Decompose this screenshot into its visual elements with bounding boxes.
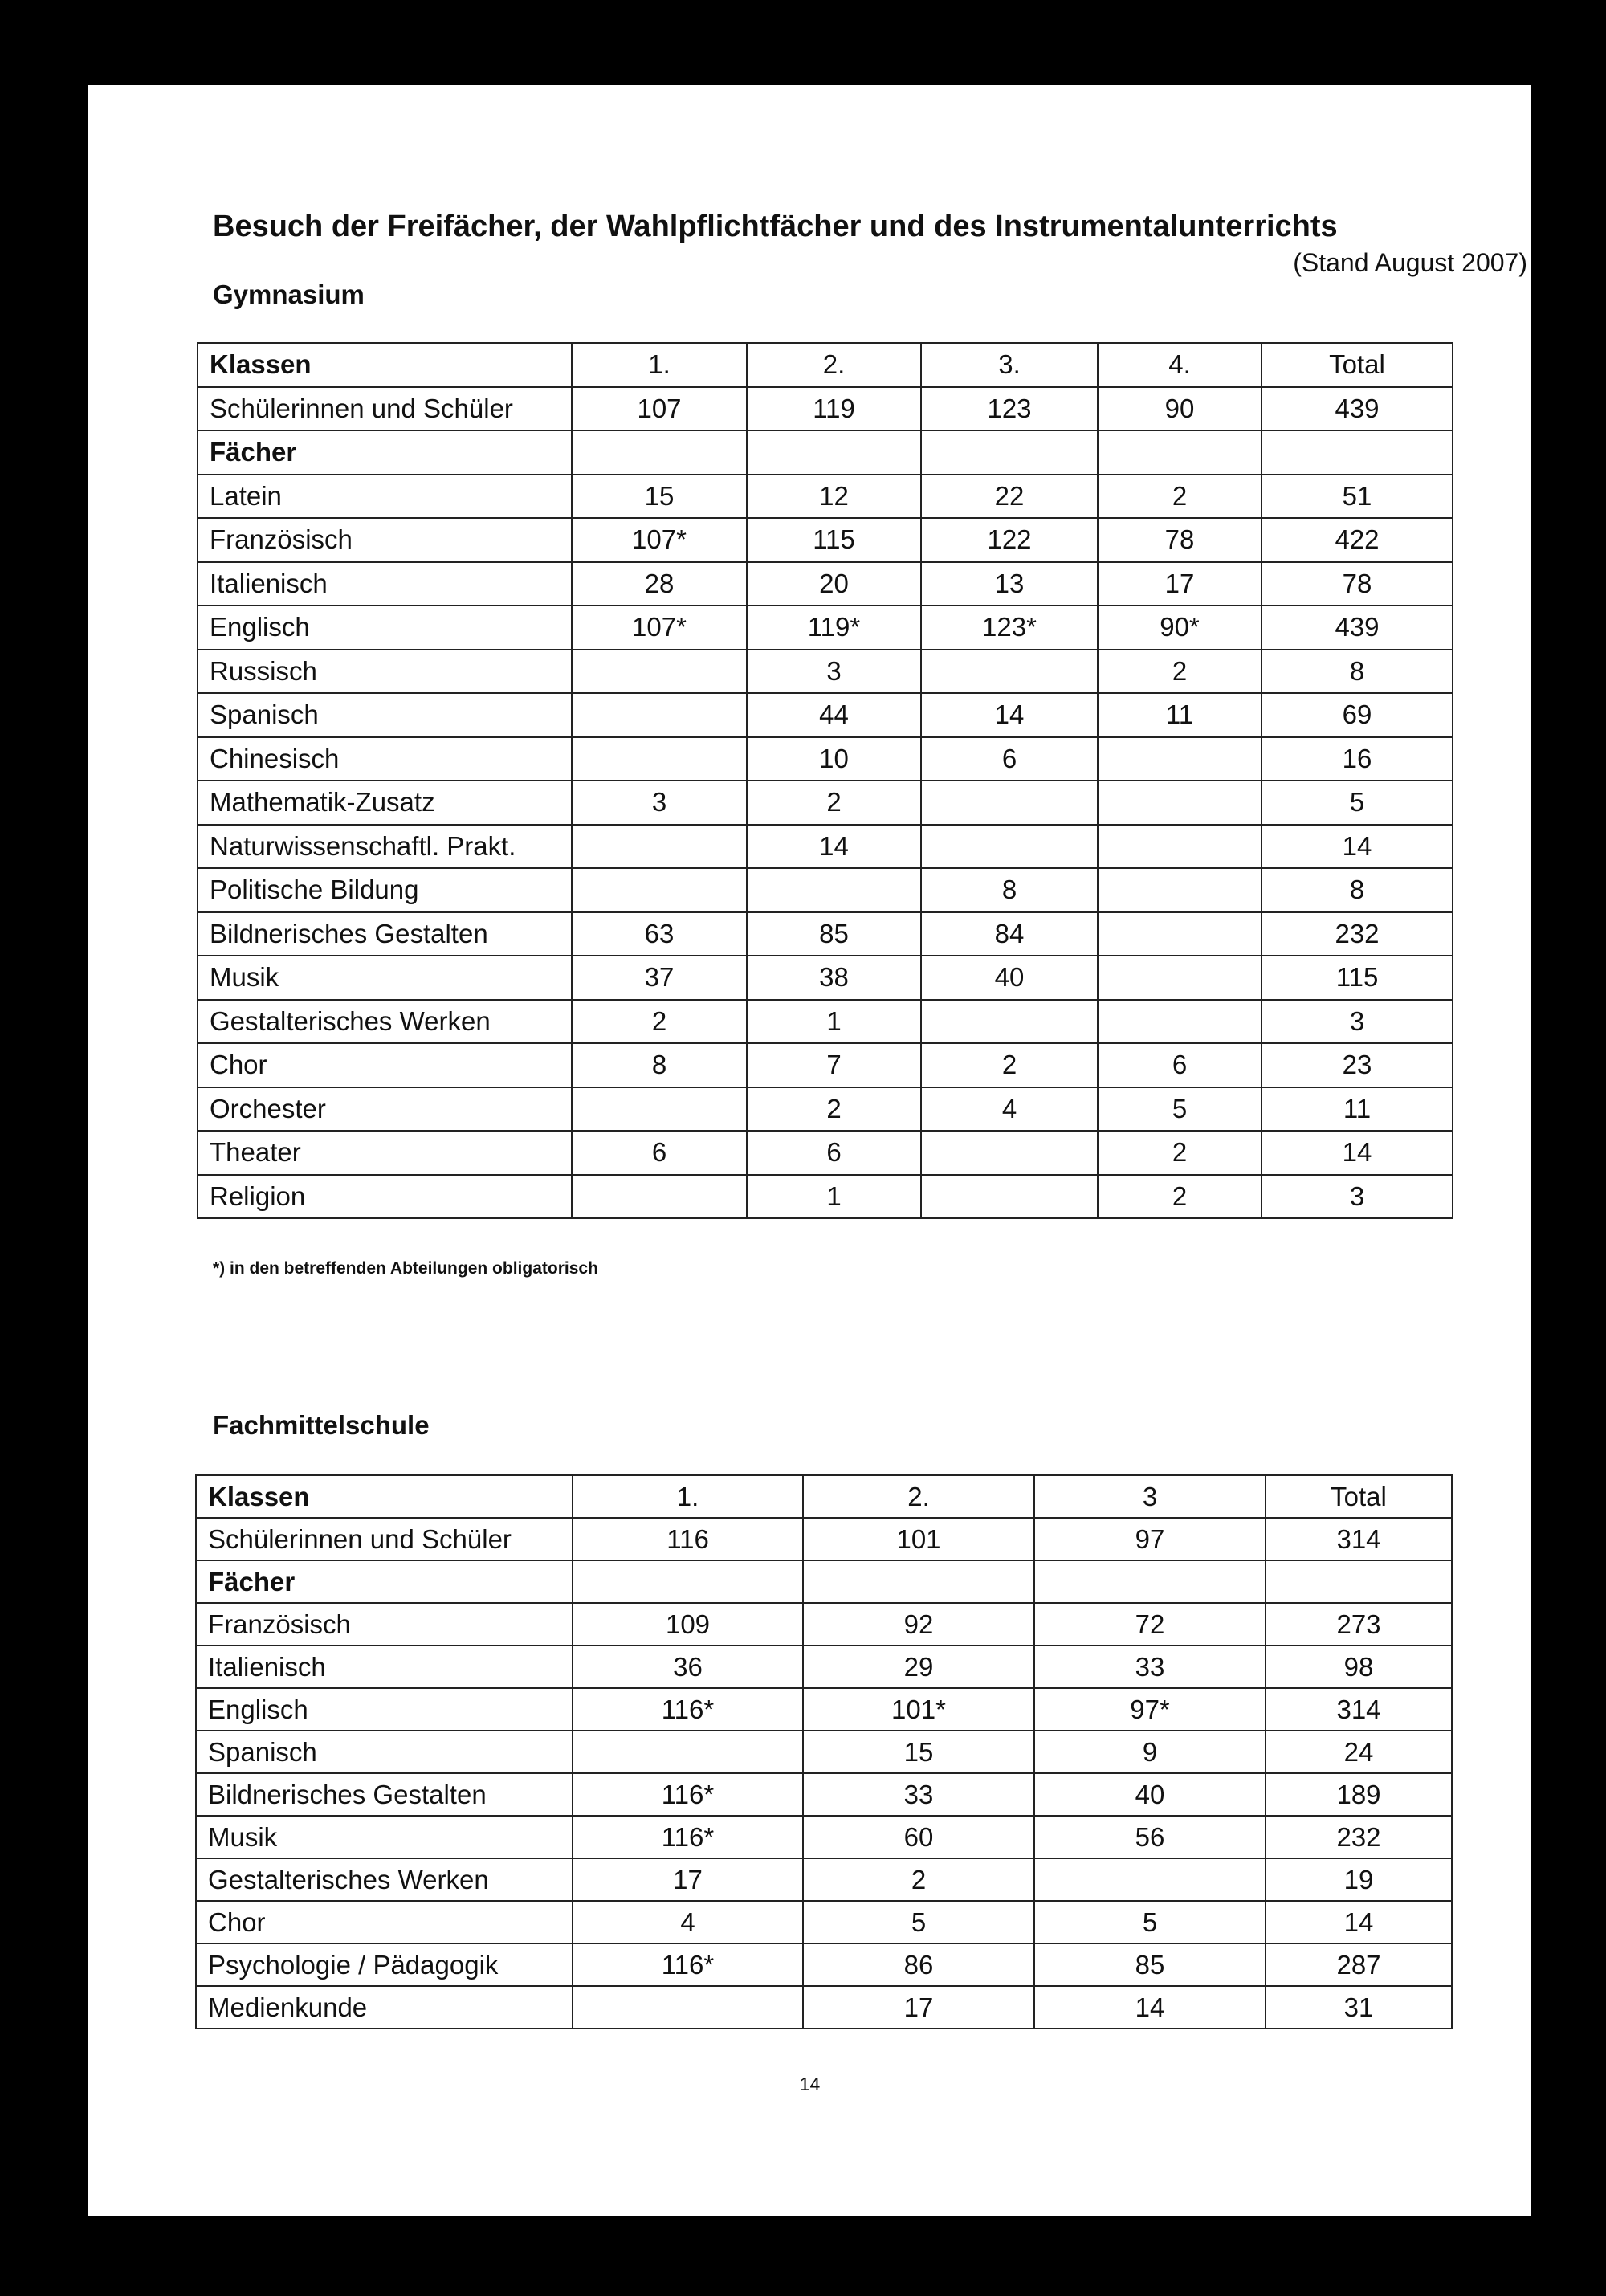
table-row xyxy=(196,1901,1452,1943)
value-cell: 116 xyxy=(573,1518,803,1560)
value-cell: 2. xyxy=(803,1475,1034,1518)
value-cell: 107* xyxy=(572,518,747,562)
table-row xyxy=(198,693,1453,737)
table-row xyxy=(196,1603,1452,1646)
value-cell xyxy=(747,868,921,912)
empty-cell xyxy=(747,430,921,475)
table-row xyxy=(198,606,1453,650)
table-row xyxy=(198,956,1453,1000)
row-label-cell: Klassen xyxy=(196,1475,573,1518)
value-cell: 2 xyxy=(1098,1131,1262,1175)
table-row xyxy=(196,1816,1452,1858)
empty-cell xyxy=(1098,430,1262,475)
value-cell: 8 xyxy=(1262,868,1453,912)
section-heading-fachmittelschule: Fachmittelschule xyxy=(213,1410,430,1440)
row-label-cell: Chor xyxy=(198,1043,572,1087)
value-cell: 107 xyxy=(572,387,747,431)
table-row xyxy=(198,1000,1453,1044)
value-cell: 3. xyxy=(921,343,1098,387)
value-cell: 116* xyxy=(573,1943,803,1986)
value-cell: 69 xyxy=(1262,693,1453,737)
value-cell: 12 xyxy=(747,475,921,519)
value-cell: 3 xyxy=(747,650,921,694)
empty-cell xyxy=(803,1560,1034,1603)
fachmittelschule-table xyxy=(195,1474,1453,2029)
value-cell: 6 xyxy=(921,737,1098,781)
value-cell: 14 xyxy=(747,825,921,869)
table-row xyxy=(198,1043,1453,1087)
value-cell: 36 xyxy=(573,1646,803,1688)
row-label-cell: Englisch xyxy=(198,606,572,650)
row-label-cell: Gestalterisches Werken xyxy=(196,1858,573,1901)
value-cell: 1. xyxy=(572,343,747,387)
table-row xyxy=(198,562,1453,606)
value-cell: 90 xyxy=(1098,387,1262,431)
value-cell: 116* xyxy=(573,1816,803,1858)
value-cell: 1 xyxy=(747,1000,921,1044)
value-cell: 78 xyxy=(1098,518,1262,562)
value-cell: 101 xyxy=(803,1518,1034,1560)
value-cell: 2 xyxy=(1098,475,1262,519)
value-cell xyxy=(572,868,747,912)
value-cell xyxy=(572,825,747,869)
row-label-cell: Schülerinnen und Schüler xyxy=(198,387,572,431)
value-cell: 33 xyxy=(1034,1646,1266,1688)
value-cell: 15 xyxy=(803,1731,1034,1773)
value-cell xyxy=(921,1131,1098,1175)
row-label-cell: Orchester xyxy=(198,1087,572,1132)
value-cell: 3 xyxy=(1034,1475,1266,1518)
table-row xyxy=(196,1943,1452,1986)
value-cell: 14 xyxy=(1262,825,1453,869)
value-cell: 97* xyxy=(1034,1688,1266,1731)
value-cell: 29 xyxy=(803,1646,1034,1688)
row-label-cell: Spanisch xyxy=(196,1731,573,1773)
value-cell: 44 xyxy=(747,693,921,737)
value-cell: 189 xyxy=(1266,1773,1452,1816)
value-cell: 98 xyxy=(1266,1646,1452,1688)
value-cell: 314 xyxy=(1266,1518,1452,1560)
stand-date: (Stand August 2007) xyxy=(1293,248,1527,277)
row-label-cell: Französisch xyxy=(196,1603,573,1646)
table-row xyxy=(196,1986,1452,2029)
value-cell: 20 xyxy=(747,562,921,606)
row-label-cell: Englisch xyxy=(196,1688,573,1731)
value-cell: 287 xyxy=(1266,1943,1452,1986)
table-header-row xyxy=(198,343,1453,387)
value-cell: 17 xyxy=(803,1986,1034,2029)
value-cell: 11 xyxy=(1098,693,1262,737)
value-cell: 37 xyxy=(572,956,747,1000)
table-header-row xyxy=(196,1475,1452,1518)
value-cell: 24 xyxy=(1266,1731,1452,1773)
value-cell: 119 xyxy=(747,387,921,431)
value-cell xyxy=(1098,737,1262,781)
table-row xyxy=(196,1731,1452,1773)
value-cell xyxy=(921,781,1098,825)
value-cell: 5 xyxy=(1034,1901,1266,1943)
value-cell: 72 xyxy=(1034,1603,1266,1646)
value-cell: 22 xyxy=(921,475,1098,519)
value-cell xyxy=(921,825,1098,869)
value-cell: 23 xyxy=(1262,1043,1453,1087)
row-label-cell: Religion xyxy=(198,1175,572,1219)
value-cell: 60 xyxy=(803,1816,1034,1858)
value-cell: 115 xyxy=(1262,956,1453,1000)
value-cell xyxy=(1098,781,1262,825)
value-cell: 63 xyxy=(572,912,747,956)
value-cell: 123* xyxy=(921,606,1098,650)
value-cell xyxy=(921,1175,1098,1219)
row-label-cell: Psychologie / Pädagogik xyxy=(196,1943,573,1986)
value-cell xyxy=(573,1731,803,1773)
row-label-cell: Bildnerisches Gestalten xyxy=(196,1773,573,1816)
value-cell: 1. xyxy=(573,1475,803,1518)
row-label-cell: Latein xyxy=(198,475,572,519)
value-cell: 2 xyxy=(1098,650,1262,694)
students-row xyxy=(198,387,1453,431)
table-row xyxy=(196,1858,1452,1901)
table-row xyxy=(198,1131,1453,1175)
table-row xyxy=(198,650,1453,694)
value-cell: 101* xyxy=(803,1688,1034,1731)
value-cell: 5 xyxy=(1098,1087,1262,1132)
value-cell xyxy=(573,1986,803,2029)
value-cell xyxy=(1098,868,1262,912)
value-cell xyxy=(572,650,747,694)
value-cell: 109 xyxy=(573,1603,803,1646)
row-label-cell: Naturwissenschaftl. Prakt. xyxy=(198,825,572,869)
row-label-cell: Italienisch xyxy=(198,562,572,606)
row-label-cell: Bildnerisches Gestalten xyxy=(198,912,572,956)
row-label-cell: Medienkunde xyxy=(196,1986,573,2029)
value-cell: 40 xyxy=(921,956,1098,1000)
row-label-cell: Musik xyxy=(196,1816,573,1858)
value-cell: 6 xyxy=(572,1131,747,1175)
value-cell: 3 xyxy=(1262,1000,1453,1044)
empty-cell xyxy=(573,1560,803,1603)
value-cell: 7 xyxy=(747,1043,921,1087)
value-cell: 4 xyxy=(573,1901,803,1943)
value-cell: 107* xyxy=(572,606,747,650)
value-cell: 14 xyxy=(1266,1901,1452,1943)
value-cell: 85 xyxy=(747,912,921,956)
empty-cell xyxy=(1266,1560,1452,1603)
value-cell: 6 xyxy=(747,1131,921,1175)
value-cell: 14 xyxy=(1034,1986,1266,2029)
document-title: Besuch der Freifächer, der Wahlpflichtfächer und des Instrumentalunterrichts xyxy=(213,210,1338,243)
value-cell xyxy=(1098,912,1262,956)
value-cell: 33 xyxy=(803,1773,1034,1816)
value-cell: 97 xyxy=(1034,1518,1266,1560)
value-cell: 116* xyxy=(573,1773,803,1816)
row-label-cell: Chinesisch xyxy=(198,737,572,781)
faecher-label-row xyxy=(196,1560,1452,1603)
value-cell: 2. xyxy=(747,343,921,387)
empty-cell xyxy=(1262,430,1453,475)
section-heading-gymnasium: Gymnasium xyxy=(213,279,365,309)
faecher-label: Fächer xyxy=(196,1560,573,1603)
value-cell: 8 xyxy=(1262,650,1453,694)
value-cell: 84 xyxy=(921,912,1098,956)
value-cell: 17 xyxy=(573,1858,803,1901)
value-cell: 11 xyxy=(1262,1087,1453,1132)
row-label-cell: Französisch xyxy=(198,518,572,562)
value-cell: 439 xyxy=(1262,606,1453,650)
value-cell: 123 xyxy=(921,387,1098,431)
row-label-cell: Russisch xyxy=(198,650,572,694)
value-cell: 2 xyxy=(747,1087,921,1132)
table-row xyxy=(198,475,1453,519)
value-cell: 14 xyxy=(921,693,1098,737)
value-cell: 19 xyxy=(1266,1858,1452,1901)
table-row xyxy=(196,1773,1452,1816)
table-row xyxy=(198,825,1453,869)
value-cell: 13 xyxy=(921,562,1098,606)
value-cell: 8 xyxy=(921,868,1098,912)
value-cell: 8 xyxy=(572,1043,747,1087)
value-cell xyxy=(572,737,747,781)
value-cell: 5 xyxy=(1262,781,1453,825)
value-cell: 85 xyxy=(1034,1943,1266,1986)
value-cell: 4. xyxy=(1098,343,1262,387)
value-cell: 2 xyxy=(747,781,921,825)
value-cell: 10 xyxy=(747,737,921,781)
gymnasium-table xyxy=(197,342,1453,1219)
row-label-cell: Chor xyxy=(196,1901,573,1943)
value-cell: 122 xyxy=(921,518,1098,562)
table-row xyxy=(196,1646,1452,1688)
footnote: *) in den betreffenden Abteilungen obligatorisch xyxy=(213,1259,598,1278)
table-row xyxy=(198,1087,1453,1132)
row-label-cell: Italienisch xyxy=(196,1646,573,1688)
value-cell: 9 xyxy=(1034,1731,1266,1773)
value-cell: 16 xyxy=(1262,737,1453,781)
value-cell: 40 xyxy=(1034,1773,1266,1816)
value-cell: 439 xyxy=(1262,387,1453,431)
table-row xyxy=(198,518,1453,562)
value-cell: 86 xyxy=(803,1943,1034,1986)
value-cell xyxy=(572,1087,747,1132)
value-cell: 2 xyxy=(1098,1175,1262,1219)
value-cell: 78 xyxy=(1262,562,1453,606)
empty-cell xyxy=(572,430,747,475)
row-label-cell: Musik xyxy=(198,956,572,1000)
value-cell xyxy=(921,650,1098,694)
value-cell: 6 xyxy=(1098,1043,1262,1087)
value-cell: 38 xyxy=(747,956,921,1000)
row-label-cell: Theater xyxy=(198,1131,572,1175)
value-cell: 273 xyxy=(1266,1603,1452,1646)
value-cell: Total xyxy=(1266,1475,1452,1518)
value-cell xyxy=(572,693,747,737)
table-row xyxy=(196,1688,1452,1731)
value-cell: 2 xyxy=(572,1000,747,1044)
row-label-cell: Politische Bildung xyxy=(198,868,572,912)
value-cell: 116* xyxy=(573,1688,803,1731)
value-cell: 119* xyxy=(747,606,921,650)
table-row xyxy=(198,868,1453,912)
value-cell: 232 xyxy=(1262,912,1453,956)
value-cell: 28 xyxy=(572,562,747,606)
value-cell: 115 xyxy=(747,518,921,562)
page-number: 14 xyxy=(799,2074,821,2094)
value-cell xyxy=(1034,1858,1266,1901)
value-cell xyxy=(921,1000,1098,1044)
value-cell: 4 xyxy=(921,1087,1098,1132)
value-cell xyxy=(1098,1000,1262,1044)
value-cell: 314 xyxy=(1266,1688,1452,1731)
value-cell: 5 xyxy=(803,1901,1034,1943)
row-label-cell: Klassen xyxy=(198,343,572,387)
value-cell: 1 xyxy=(747,1175,921,1219)
value-cell: Total xyxy=(1262,343,1453,387)
value-cell xyxy=(1098,825,1262,869)
row-label-cell: Schülerinnen und Schüler xyxy=(196,1518,573,1560)
value-cell: 51 xyxy=(1262,475,1453,519)
empty-cell xyxy=(921,430,1098,475)
row-label-cell: Spanisch xyxy=(198,693,572,737)
value-cell: 31 xyxy=(1266,1986,1452,2029)
value-cell: 14 xyxy=(1262,1131,1453,1175)
value-cell: 3 xyxy=(1262,1175,1453,1219)
value-cell: 3 xyxy=(572,781,747,825)
value-cell: 422 xyxy=(1262,518,1453,562)
value-cell: 17 xyxy=(1098,562,1262,606)
value-cell xyxy=(572,1175,747,1219)
row-label-cell: Gestalterisches Werken xyxy=(198,1000,572,1044)
table-row xyxy=(198,737,1453,781)
row-label-cell: Mathematik-Zusatz xyxy=(198,781,572,825)
table-row xyxy=(198,781,1453,825)
table-row xyxy=(198,912,1453,956)
value-cell: 2 xyxy=(921,1043,1098,1087)
empty-cell xyxy=(1034,1560,1266,1603)
students-row xyxy=(196,1518,1452,1560)
value-cell xyxy=(1098,956,1262,1000)
faecher-label-row xyxy=(198,430,1453,475)
value-cell: 2 xyxy=(803,1858,1034,1901)
value-cell: 56 xyxy=(1034,1816,1266,1858)
value-cell: 15 xyxy=(572,475,747,519)
value-cell: 232 xyxy=(1266,1816,1452,1858)
value-cell: 92 xyxy=(803,1603,1034,1646)
faecher-label: Fächer xyxy=(198,430,572,475)
value-cell: 90* xyxy=(1098,606,1262,650)
document-page xyxy=(88,85,1531,2216)
table-row xyxy=(198,1175,1453,1219)
